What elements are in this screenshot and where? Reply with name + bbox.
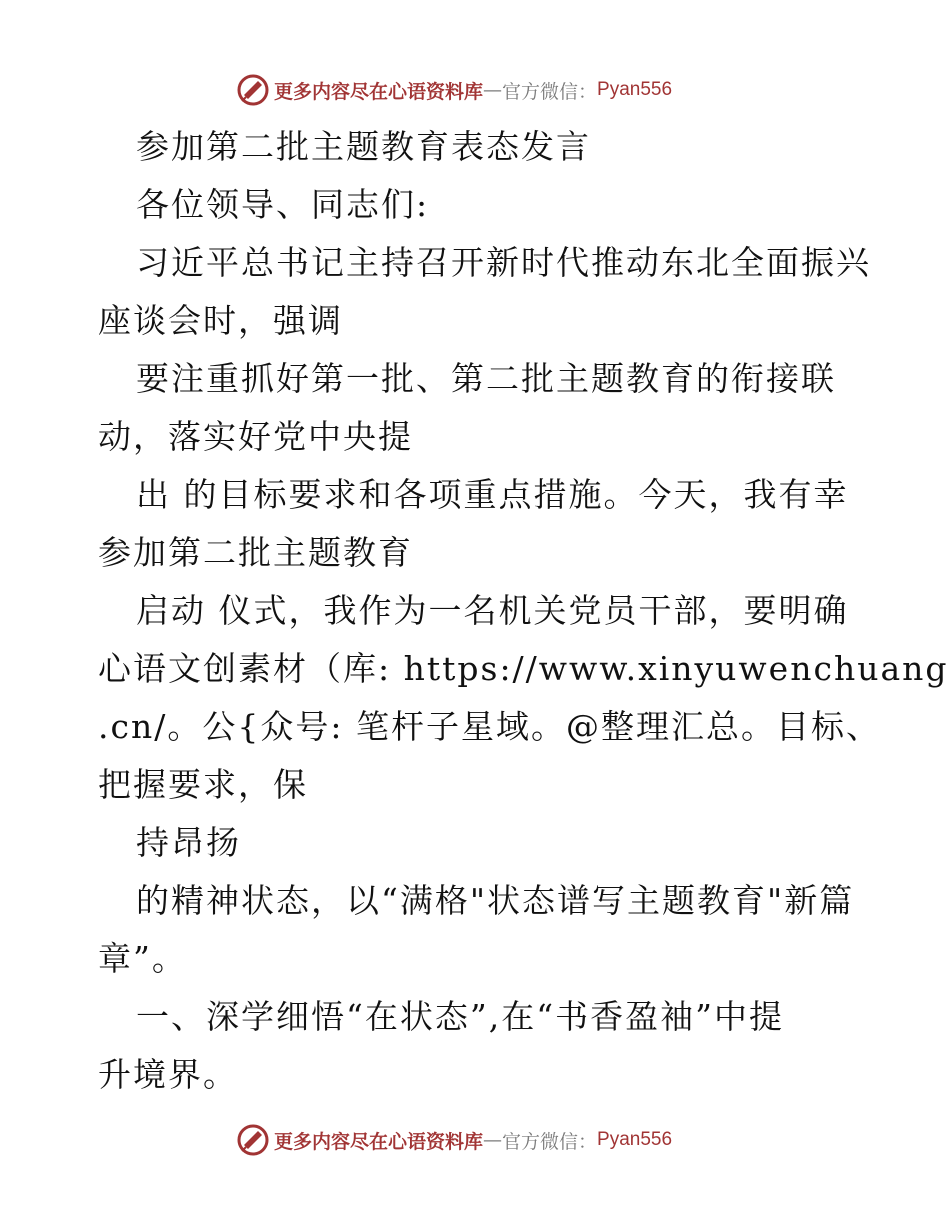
- document-title: 参加第二批主题教育表态发言: [136, 127, 591, 166]
- banner-wechat-label: 官方微信：: [502, 1130, 598, 1153]
- logo-icon: [236, 1123, 270, 1157]
- banner-site-name: 更多内容尽在心语资料库: [274, 1130, 484, 1153]
- text-line: 动，落实好党中央提: [98, 417, 413, 456]
- banner-account: Pyan556: [597, 79, 673, 100]
- document-body: [98, 118, 949, 1104]
- text-line: 座谈会时，强调: [98, 301, 343, 340]
- text-line: 的精神状态，以“满格"状态谱写主题教育"新篇: [136, 881, 855, 920]
- salutation: 各位领导、同志们:: [136, 185, 430, 224]
- text-line: 启动 仪式，我作为一名机关党员干部，要明确: [136, 591, 849, 630]
- text-line: 习近平总书记主持召开新时代推动东北全面振兴: [136, 243, 871, 282]
- text-line: 持昂扬: [136, 823, 241, 862]
- banner-dash: —: [483, 1129, 503, 1151]
- text-line: 心语文创素材（库: https://www.xinyuwenchuang: [98, 649, 949, 688]
- footer-watermark-banner: [236, 1122, 672, 1158]
- text-line: 要注重抓好第一批、第二批主题教育的衔接联: [136, 359, 836, 398]
- text-line: 升境界。: [98, 1055, 238, 1094]
- banner-account: Pyan556: [597, 1129, 673, 1150]
- section-heading: 一、深学细悟“在状态”,在“书香盈袖”中提: [136, 997, 784, 1036]
- text-line: .cn/。公{众号: 笔杆子星域。@整理汇总。目标、: [98, 707, 881, 746]
- header-watermark-banner: [236, 72, 672, 108]
- text-line: 章”。: [98, 939, 187, 978]
- banner-dash: —: [483, 79, 503, 101]
- text-line: 把握要求，保: [98, 765, 308, 804]
- banner-wechat-label: 官方微信：: [502, 80, 598, 103]
- logo-icon: [236, 73, 270, 107]
- banner-site-name: 更多内容尽在心语资料库: [274, 80, 484, 103]
- text-line: 出 的目标要求和各项重点措施。今天，我有幸: [136, 475, 849, 514]
- text-line: 参加第二批主题教育: [98, 533, 413, 572]
